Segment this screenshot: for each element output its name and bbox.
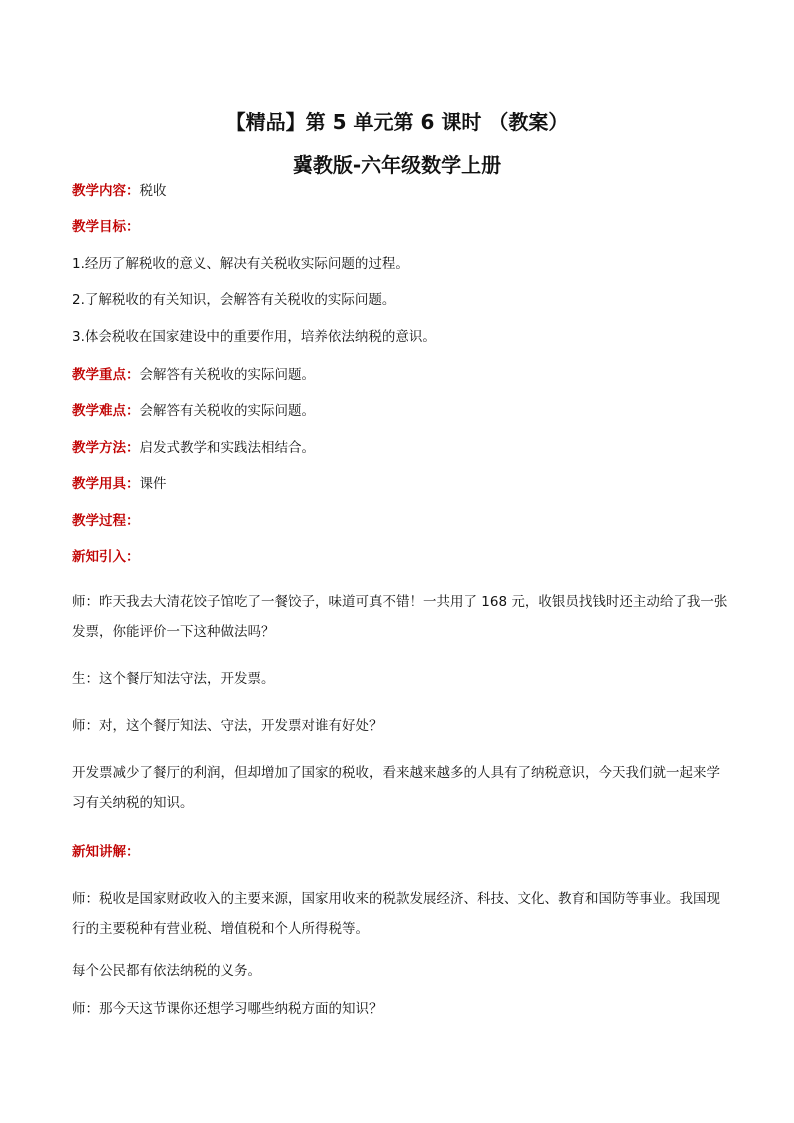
paragraph-student-1: 生：这个餐厅知法守法，开发票。 xyxy=(72,671,275,687)
document-title: 【精品】第 5 单元第 6 课时 （教案） xyxy=(225,110,569,134)
goal-item-3: 3.体会税收在国家建设中的重要作用，培养依法纳税的意识。 xyxy=(72,329,436,345)
teaching-method-value: 启发式教学和实践法相结合。 xyxy=(139,440,315,456)
document-subtitle: 冀教版-六年级数学上册 xyxy=(292,153,502,177)
teaching-process-line xyxy=(72,511,732,531)
teaching-tools-label: 教学用具： xyxy=(72,476,140,492)
key-point-value: 会解答有关税收的实际问题。 xyxy=(139,367,315,383)
new-intro-line xyxy=(72,547,732,567)
paragraph-summary: 开发票减少了餐厅的利润，但却增加了国家的税收，看来越来越多的人具有了纳税意识，今天我们就一起来学习有关纳税的知识。 xyxy=(72,765,720,811)
new-explain-line xyxy=(72,842,732,862)
teaching-goals-label xyxy=(72,217,732,237)
teaching-process-label: 教学过程： xyxy=(72,513,140,529)
goal-item-2: 2.了解税收的有关知识，会解答有关税收的实际问题。 xyxy=(72,292,396,308)
difficult-point-label: 教学难点： xyxy=(72,403,140,419)
teaching-content-line xyxy=(72,181,732,201)
teaching-content-label: 教学内容： xyxy=(72,183,140,199)
teaching-content-value: 税收 xyxy=(139,183,167,199)
key-point-label: 教学重点： xyxy=(72,367,140,383)
paragraph-teacher-4: 师：那今天这节课你还想学习哪些纳税方面的知识？ xyxy=(72,1001,383,1017)
teaching-method-label: 教学方法： xyxy=(72,440,140,456)
teaching-tools-line xyxy=(72,474,732,494)
paragraph-teacher-2: 师：对，这个餐厅知法、守法，开发票对谁有好处？ xyxy=(72,718,383,734)
paragraph-duty: 每个公民都有依法纳税的义务。 xyxy=(72,963,261,979)
goal-item-1: 1.经历了解税收的意义、解决有关税收实际问题的过程。 xyxy=(72,256,409,272)
difficult-point-value: 会解答有关税收的实际问题。 xyxy=(139,403,315,419)
paragraph-teacher-1: 师：昨天我去大清花饺子馆吃了一餐饺子，味道可真不错！一共用了 168 元，收银员找钱时还主动给了我一张发票，你能评价一下这种做法吗？ xyxy=(72,594,728,640)
paragraph-teacher-3: 师：税收是国家财政收入的主要来源，国家用收来的税款发展经济、科技、文化、教育和国防等事业。我国现行的主要税种有营业税、增值税和个人所得税等。 xyxy=(72,891,720,937)
new-explain-label: 新知讲解： xyxy=(72,844,140,860)
teaching-goals-label-text: 教学目标： xyxy=(72,219,140,235)
key-point-line xyxy=(72,365,732,385)
difficult-point-line xyxy=(72,401,732,421)
new-intro-label: 新知引入： xyxy=(72,549,140,565)
teaching-method-line xyxy=(72,438,732,458)
teaching-tools-value: 课件 xyxy=(139,476,167,492)
